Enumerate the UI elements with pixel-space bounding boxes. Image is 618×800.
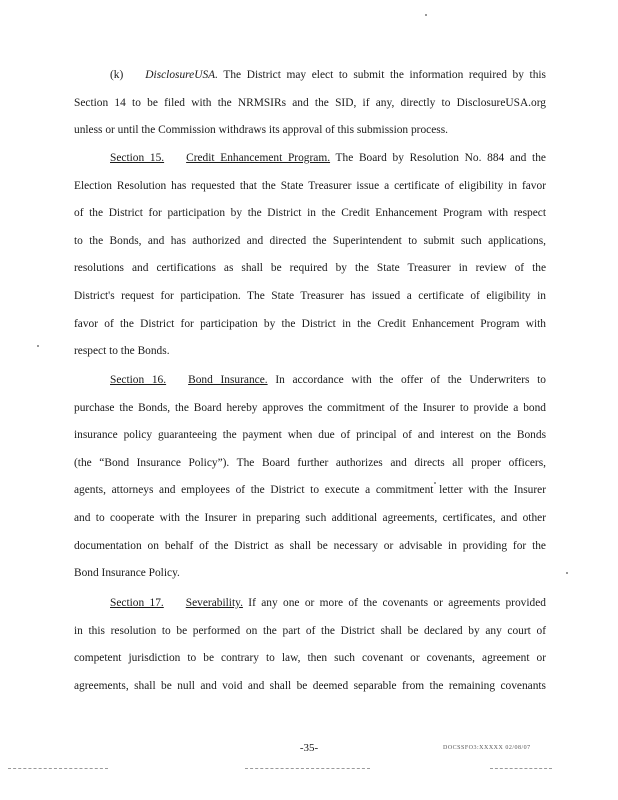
paragraph-line: Election Resolution has requested that the State Treasurer issue a certificate of eligibility in favor xyxy=(74,179,546,192)
scan-speck xyxy=(425,14,427,16)
section-title: Severability. xyxy=(185,597,243,609)
paragraph-line: respect to the Bonds. xyxy=(74,345,170,358)
footer-rule-left xyxy=(8,768,108,769)
paragraph-line: in this resolution to be performed on the part of the District shall be declared by any court of xyxy=(74,624,546,637)
section-number: Section 16. xyxy=(110,374,167,386)
item-title: DisclosureUSA. xyxy=(145,69,218,81)
paragraph-line: insurance policy guaranteeing the payment when due of principal of and interest on the Bonds xyxy=(74,429,546,442)
scan-speck xyxy=(434,482,436,484)
section-number: Section 15. xyxy=(110,152,165,164)
paragraph-line: (the “Bond Insurance Policy”). The Board further authorizes and directs all proper officers, xyxy=(74,456,546,469)
section-15 xyxy=(74,145,546,366)
line-text: If any one or more of the covenants or agreements provided xyxy=(248,597,546,609)
footer-rule-right xyxy=(490,768,552,769)
line-text: The Board by Resolution No. 884 and the xyxy=(335,152,546,164)
scan-speck xyxy=(566,572,568,574)
paragraph-line: unless or until the Commission withdraws its approval of this submission process. xyxy=(74,124,448,137)
paragraph-line: and to cooperate with the Insurer in preparing such additional agreements, certificates, and other xyxy=(74,511,546,524)
paragraph-line: to the Bonds, and has authorized and directed the Superintendent to submit such applications, xyxy=(74,234,546,247)
paragraph-line: District's request for participation. The State Treasurer has issued a certificate of eligibility in xyxy=(74,289,546,302)
paragraph-line xyxy=(74,590,546,618)
line-text: The District may elect to submit the information required by this xyxy=(223,69,546,81)
paragraph-line xyxy=(74,62,546,90)
paragraph-line: of the District for participation by the District in the Credit Enhancement Program with respect xyxy=(74,207,546,220)
paragraph-line: purchase the Bonds, the Board hereby approves the commitment of the Insurer to provide a bond xyxy=(74,401,546,414)
paragraph-line: favor of the District for participation by the District in the Credit Enhancement Program with xyxy=(74,317,546,330)
section-title: Bond Insurance. xyxy=(188,374,268,386)
paragraph-line xyxy=(74,367,546,395)
page-number: -35- xyxy=(299,742,319,754)
paragraph-line: agreements, shall be null and void and shall be deemed separable from the remaining covenants xyxy=(74,679,546,692)
section-16 xyxy=(74,367,546,588)
scan-speck xyxy=(37,345,39,347)
section-title: Credit Enhancement Program. xyxy=(186,152,331,164)
paragraph-line: resolutions and certifications as shall be required by the State Treasurer in review of the xyxy=(74,262,546,275)
line-text: In accordance with the offer of the Underwriters to xyxy=(275,374,546,386)
paragraph-line: Section 14 to be filed with the NRMSIRs and the SID, if any, directly to DisclosureUSA.org xyxy=(74,96,546,109)
section-number: Section 17. xyxy=(110,597,164,609)
paragraph-line: competent jurisdiction to be contrary to law, then such covenant or covenants, agreement or xyxy=(74,652,546,665)
document-id: DOCSSFO3:XXXXX 02/08/07 xyxy=(443,745,531,751)
paragraph-line: documentation on behalf of the District as shall be necessary or advisable in providing for the xyxy=(74,539,546,552)
footer-rule-center xyxy=(245,768,370,769)
paragraph-line: Bond Insurance Policy. xyxy=(74,567,180,580)
section-17 xyxy=(74,590,546,700)
paragraph-line xyxy=(74,145,546,173)
paragraph-disclosure-usa xyxy=(74,62,546,145)
item-label: (k) xyxy=(110,69,124,81)
paragraph-line: agents, attorneys and employees of the District to execute a commitment letter with the Insurer xyxy=(74,484,546,497)
